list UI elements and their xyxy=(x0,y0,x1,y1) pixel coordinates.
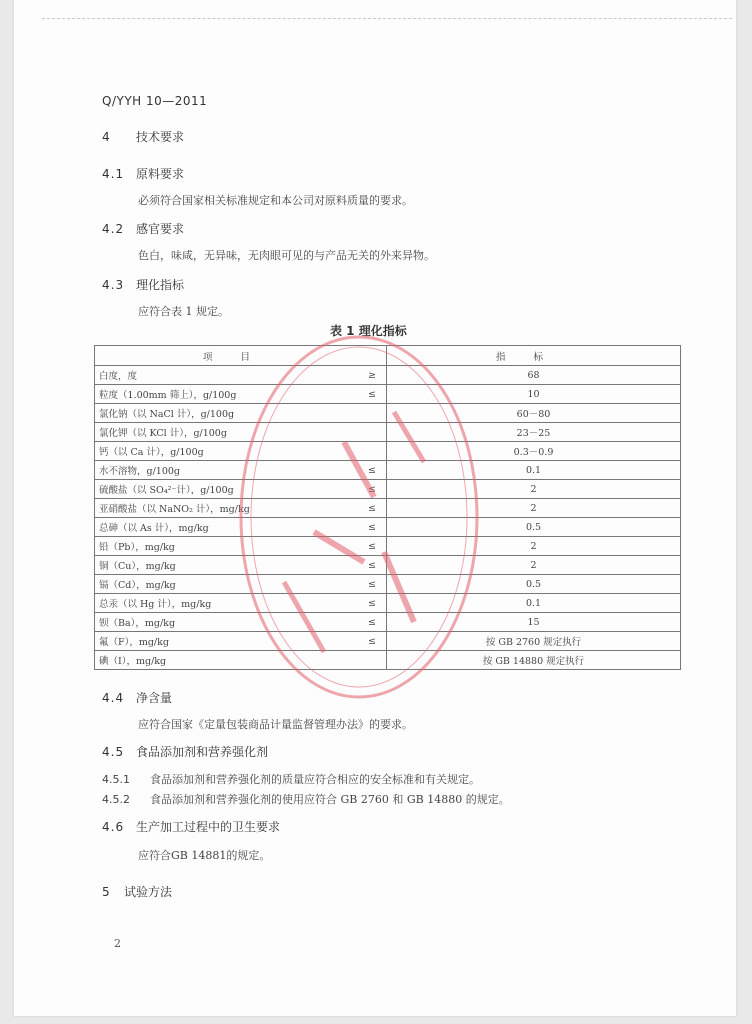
table-row xyxy=(95,556,681,575)
section-4-2-text: 色白，味咸，无异味，无肉眼可见的与产品无关的外来异物。 xyxy=(138,249,435,262)
header-item: 项目 xyxy=(95,346,387,366)
table-body xyxy=(95,366,681,670)
item-cell xyxy=(95,499,387,518)
item-name: 铜（Cu），mg/kg xyxy=(99,561,176,572)
item-cell xyxy=(95,651,387,670)
section-number: 4 xyxy=(102,130,111,144)
item-name: 铅（Pb），mg/kg xyxy=(99,542,175,553)
limit-symbol: ≤ xyxy=(368,635,376,647)
section-4-5-heading xyxy=(102,743,268,760)
table-row xyxy=(95,366,681,385)
item-cell xyxy=(95,594,387,613)
value-cell: 2 xyxy=(387,499,681,518)
table-header-row xyxy=(95,346,681,366)
item-name: 粒度（1.00mm 筛上），g/100g xyxy=(99,390,237,401)
item-name: 镉（Cd），mg/kg xyxy=(99,580,176,591)
section-4-heading xyxy=(102,128,184,145)
item-name: 白度，度 xyxy=(99,371,138,382)
header-rule xyxy=(42,18,732,19)
table-row xyxy=(95,632,681,651)
section-4-3-text: 应符合表 1 规定。 xyxy=(138,305,229,318)
item-cell xyxy=(95,575,387,594)
section-4-1-text: 必须符合国家相关标准规定和本公司对原料质量的要求。 xyxy=(138,194,413,207)
item-name: 钙（以 Ca 计），g/100g xyxy=(99,447,204,458)
value-cell: 68 xyxy=(387,366,681,385)
section-title: 生产加工过程中的卫生要求 xyxy=(136,820,281,834)
limit-symbol: ≤ xyxy=(368,597,376,609)
section-title: 原料要求 xyxy=(136,167,185,181)
item-cell xyxy=(95,442,387,461)
item-name: 氟（F），mg/kg xyxy=(99,637,169,648)
section-4-4-heading xyxy=(102,689,172,706)
section-title: 理化指标 xyxy=(136,278,185,292)
value-cell: 按 GB 14880 规定执行 xyxy=(387,651,681,670)
limit-symbol: ≤ xyxy=(368,540,376,552)
table-caption: 表 1 理化指标 xyxy=(330,324,407,338)
section-4-1-heading xyxy=(102,165,184,182)
item-cell xyxy=(95,404,387,423)
limit-symbol: ≤ xyxy=(368,502,376,514)
document-page xyxy=(14,0,736,1016)
item-cell xyxy=(95,480,387,499)
table-row xyxy=(95,613,681,632)
section-4-2-heading xyxy=(102,220,184,237)
value-cell: 2 xyxy=(387,556,681,575)
table-row xyxy=(95,575,681,594)
clause-number: 4.5.2 xyxy=(102,793,130,806)
section-title: 试验方法 xyxy=(124,885,173,899)
section-number: 5 xyxy=(102,885,111,899)
item-name: 总汞（以 Hg 计），mg/kg xyxy=(99,599,212,610)
value-cell: 0.1 xyxy=(387,594,681,613)
value-cell: 60－80 xyxy=(387,404,681,423)
section-4-3-heading xyxy=(102,276,184,293)
section-number: 4.6 xyxy=(102,820,125,834)
value-cell: 0.5 xyxy=(387,575,681,594)
section-title: 感官要求 xyxy=(136,222,185,236)
section-number: 4.5 xyxy=(102,745,125,759)
section-4-5-1-text xyxy=(102,771,480,787)
value-cell: 0.5 xyxy=(387,518,681,537)
value-cell: 按 GB 2760 规定执行 xyxy=(387,632,681,651)
table-row xyxy=(95,404,681,423)
item-name: 氯化钠（以 NaCl 计），g/100g xyxy=(99,409,235,420)
limit-symbol: ≤ xyxy=(368,578,376,590)
value-cell: 0.3－0.9 xyxy=(387,442,681,461)
item-cell xyxy=(95,461,387,480)
limit-symbol: ≤ xyxy=(368,521,376,533)
spec-table xyxy=(94,345,681,670)
section-title: 技术要求 xyxy=(136,130,185,144)
clause-number: 4.5.1 xyxy=(102,773,130,786)
document-number: Q/YYH 10—2011 xyxy=(102,94,208,108)
limit-symbol: ≤ xyxy=(368,559,376,571)
page-number: 2 xyxy=(114,937,121,950)
value-cell: 23－25 xyxy=(387,423,681,442)
section-number: 4.3 xyxy=(102,278,125,292)
item-name: 碘（I），mg/kg xyxy=(99,656,167,667)
item-name: 总砷（以 As 计），mg/kg xyxy=(99,523,209,534)
value-cell: 2 xyxy=(387,480,681,499)
table-row xyxy=(95,480,681,499)
item-cell xyxy=(95,632,387,651)
section-4-6-text: 应符合GB 14881的规定。 xyxy=(138,849,271,862)
table-row xyxy=(95,461,681,480)
item-cell xyxy=(95,385,387,404)
section-number: 4.4 xyxy=(102,691,125,705)
limit-symbol: ≤ xyxy=(368,483,376,495)
clause-text: 食品添加剂和营养强化剂的使用应符合 GB 2760 和 GB 14880 的规定。 xyxy=(150,793,510,806)
value-cell: 15 xyxy=(387,613,681,632)
table-row xyxy=(95,423,681,442)
table-row xyxy=(95,594,681,613)
section-4-5-2-text xyxy=(102,791,510,807)
value-cell: 2 xyxy=(387,537,681,556)
table-row xyxy=(95,537,681,556)
item-cell xyxy=(95,518,387,537)
section-number: 4.2 xyxy=(102,222,125,236)
item-name: 钡（Ba），mg/kg xyxy=(99,618,176,629)
limit-symbol: ≤ xyxy=(368,388,376,400)
table-row xyxy=(95,518,681,537)
section-title: 净含量 xyxy=(136,691,173,705)
clause-text: 食品添加剂和营养强化剂的质量应符合相应的安全标准和有关规定。 xyxy=(150,773,480,786)
item-name: 水不溶物，g/100g xyxy=(99,466,180,477)
limit-symbol: ≤ xyxy=(368,616,376,628)
value-cell: 10 xyxy=(387,385,681,404)
table-row xyxy=(95,442,681,461)
item-name: 硫酸盐（以 SO₄²⁻计），g/100g xyxy=(99,485,234,496)
header-index: 指标 xyxy=(387,346,681,366)
section-5-heading xyxy=(102,883,172,900)
section-4-4-text: 应符合国家《定量包装商品计量监督管理办法》的要求。 xyxy=(138,718,413,731)
item-cell xyxy=(95,423,387,442)
limit-symbol: ≥ xyxy=(368,369,376,381)
item-cell xyxy=(95,366,387,385)
table-row xyxy=(95,385,681,404)
item-cell xyxy=(95,556,387,575)
item-name: 亚硝酸盐（以 NaNO₂ 计），mg/kg xyxy=(99,504,250,515)
section-title: 食品添加剂和营养强化剂 xyxy=(136,745,269,759)
section-4-6-heading xyxy=(102,818,280,835)
table-row xyxy=(95,499,681,518)
item-name: 氯化钾（以 KCl 计），g/100g xyxy=(99,428,227,439)
table-row xyxy=(95,651,681,670)
item-cell xyxy=(95,613,387,632)
limit-symbol: ≤ xyxy=(368,464,376,476)
section-number: 4.1 xyxy=(102,167,125,181)
item-cell xyxy=(95,537,387,556)
value-cell: 0.1 xyxy=(387,461,681,480)
